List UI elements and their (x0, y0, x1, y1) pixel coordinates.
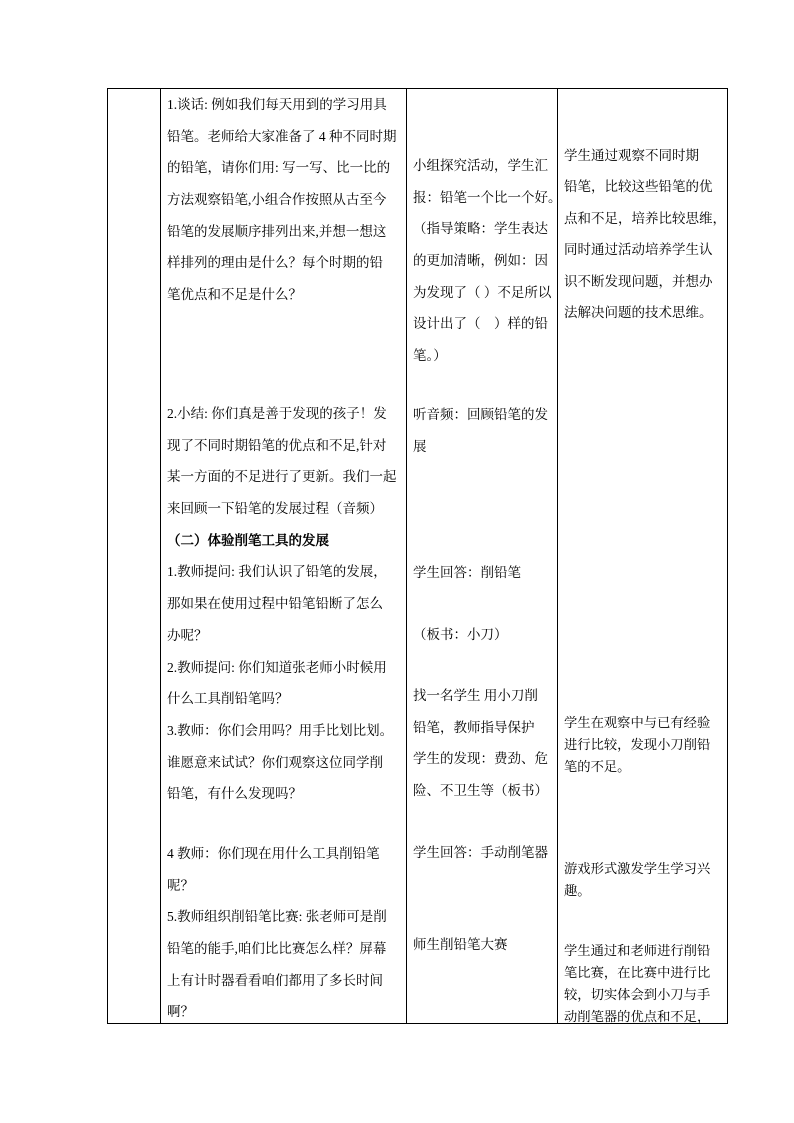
text-line: 铅笔，比较这些铅笔的优 (564, 179, 713, 195)
teaching-step-2 (167, 398, 397, 810)
text-line: 某一方面的不足进行了更新。我们一起 (167, 469, 397, 485)
text-line: 铅笔，教师指导保护 (413, 719, 535, 735)
text-line: 4 教师：你们现在用什么工具削铅笔 (167, 846, 380, 861)
student-answer-2 (413, 837, 548, 869)
text-line: 点和不足，培养比较思维， (564, 210, 726, 226)
text-line: 展 (413, 438, 427, 454)
design-intent-2 (564, 712, 710, 778)
text-line: 笔优点和不足是什么？ (167, 287, 302, 303)
text-line: 学生通过观察不同时期 (564, 148, 699, 163)
text-line: 学生回答：削铅笔 (413, 565, 521, 580)
section-heading: （二）体验削笔工具的发展 (167, 532, 329, 548)
text-line: 游戏形式激发学生学习兴 (564, 861, 711, 876)
text-line: 铅笔，有什么发现吗？ (167, 786, 302, 802)
text-line: （指导策略：学生表达 (413, 221, 548, 237)
text-line: 谁愿意来试试？你们观察这位同学削 (167, 754, 383, 770)
text-line: 学生通过和老师进行削铅 (564, 943, 711, 958)
text-line: 现了不同时期铅笔的优点和不足,针对 (167, 437, 387, 453)
text-line: 笔比赛，在比赛中进行比 (564, 965, 711, 980)
board-note-1 (413, 619, 508, 651)
text-line: 找一名学生 用小刀削 (413, 688, 538, 703)
text-line: 较，切实体会到小刀与手 (564, 987, 711, 1002)
text-line: 学生的发现：费劲、危 (413, 751, 548, 767)
text-line: 进行比较，发现小刀削铅 (564, 737, 711, 752)
teaching-step-1 (167, 89, 397, 311)
text-line: 的更加清晰，例如：因 (413, 253, 548, 269)
text-line: 铅笔。老师给大家准备了 4 种不同时期 (167, 128, 397, 144)
text-line: 笔。） (413, 348, 447, 364)
text-line: 学生回答：手动削笔器 (413, 845, 548, 860)
text-line: 1.教师提问: 我们认识了铅笔的发展， (167, 564, 387, 580)
lesson-plan-table (107, 88, 728, 1024)
text-line: 法解决问题的技术思维。 (564, 304, 713, 320)
text-line: 样排列的理由是什么？每个时期的铅 (167, 255, 383, 271)
text-line: 铅笔的能手,咱们比比赛怎么样？屏幕 (167, 941, 387, 957)
text-line: 方法观察铅笔,小组合作按照从古至今 (167, 192, 387, 208)
text-line: 为发现了（ ）不足所以 (413, 284, 552, 300)
text-line: 小组探究活动，学生汇 (413, 158, 548, 173)
text-line: 同时通过活动培养学生认 (564, 242, 713, 258)
design-intent-3 (564, 858, 710, 902)
teaching-process-column (161, 89, 407, 1023)
text-line: 听音频：回顾铅笔的发 (413, 407, 548, 422)
text-line: 3.教师：你们会用吗？用手比划比划。 (167, 722, 394, 738)
text-line: 设计出了（ ）样的铅 (413, 316, 548, 332)
text-line: 那如果在使用过程中铅笔铅断了怎么 (167, 596, 383, 612)
group-explore-activity (413, 150, 562, 372)
text-line: 铅笔的发展顺序排列出来,并想一想这 (167, 223, 387, 239)
design-intent-column (558, 89, 727, 1023)
stage-column (108, 89, 161, 1023)
text-line: 2.教师提问: 你们知道张老师小时候用 (167, 659, 387, 675)
student-answer-1 (413, 557, 521, 589)
text-line: 趣。 (564, 883, 591, 898)
text-line: 师生削铅笔大赛 (413, 937, 508, 952)
text-line: 办呢？ (167, 627, 208, 643)
text-line: 报：铅笔一个比一个好。 (413, 189, 562, 205)
design-intent-4 (564, 940, 710, 1028)
knife-demo-activity (413, 680, 548, 807)
text-line: 笔的不足。 (564, 759, 631, 774)
text-line: 啊？ (167, 1004, 194, 1020)
text-line: （板书：小刀） (413, 627, 508, 642)
listen-audio-activity (413, 399, 548, 462)
text-line: 呢？ (167, 877, 194, 893)
text-line: 2.小结: 你们真是善于发现的孩子！发 (167, 406, 387, 421)
text-line: 的铅笔，请你们用: 写一写、比一比的 (167, 160, 391, 176)
text-line: 什么工具削铅笔吗？ (167, 691, 289, 707)
text-line: 学生在观察中与已有经验 (564, 715, 711, 730)
text-line: 1.谈话: 例如我们每天用到的学习用具 (167, 97, 387, 112)
text-line: 险、不卫生等（板书） (413, 783, 548, 799)
student-activity-column (407, 89, 562, 1023)
teaching-step-3 (167, 838, 387, 1028)
text-line: 识不断发现问题，并想办 (564, 273, 713, 289)
contest-activity (413, 929, 508, 961)
text-line: 上有计时器看看咱们都用了多长时间 (167, 972, 383, 988)
text-line: 来回顾一下铅笔的发展过程（音频） (167, 501, 383, 517)
design-intent-1 (564, 140, 726, 328)
text-line: 5.教师组织削铅笔比赛: 张老师可是削 (167, 909, 387, 925)
text-line: 动削笔器的优点和不足， (564, 1009, 711, 1024)
